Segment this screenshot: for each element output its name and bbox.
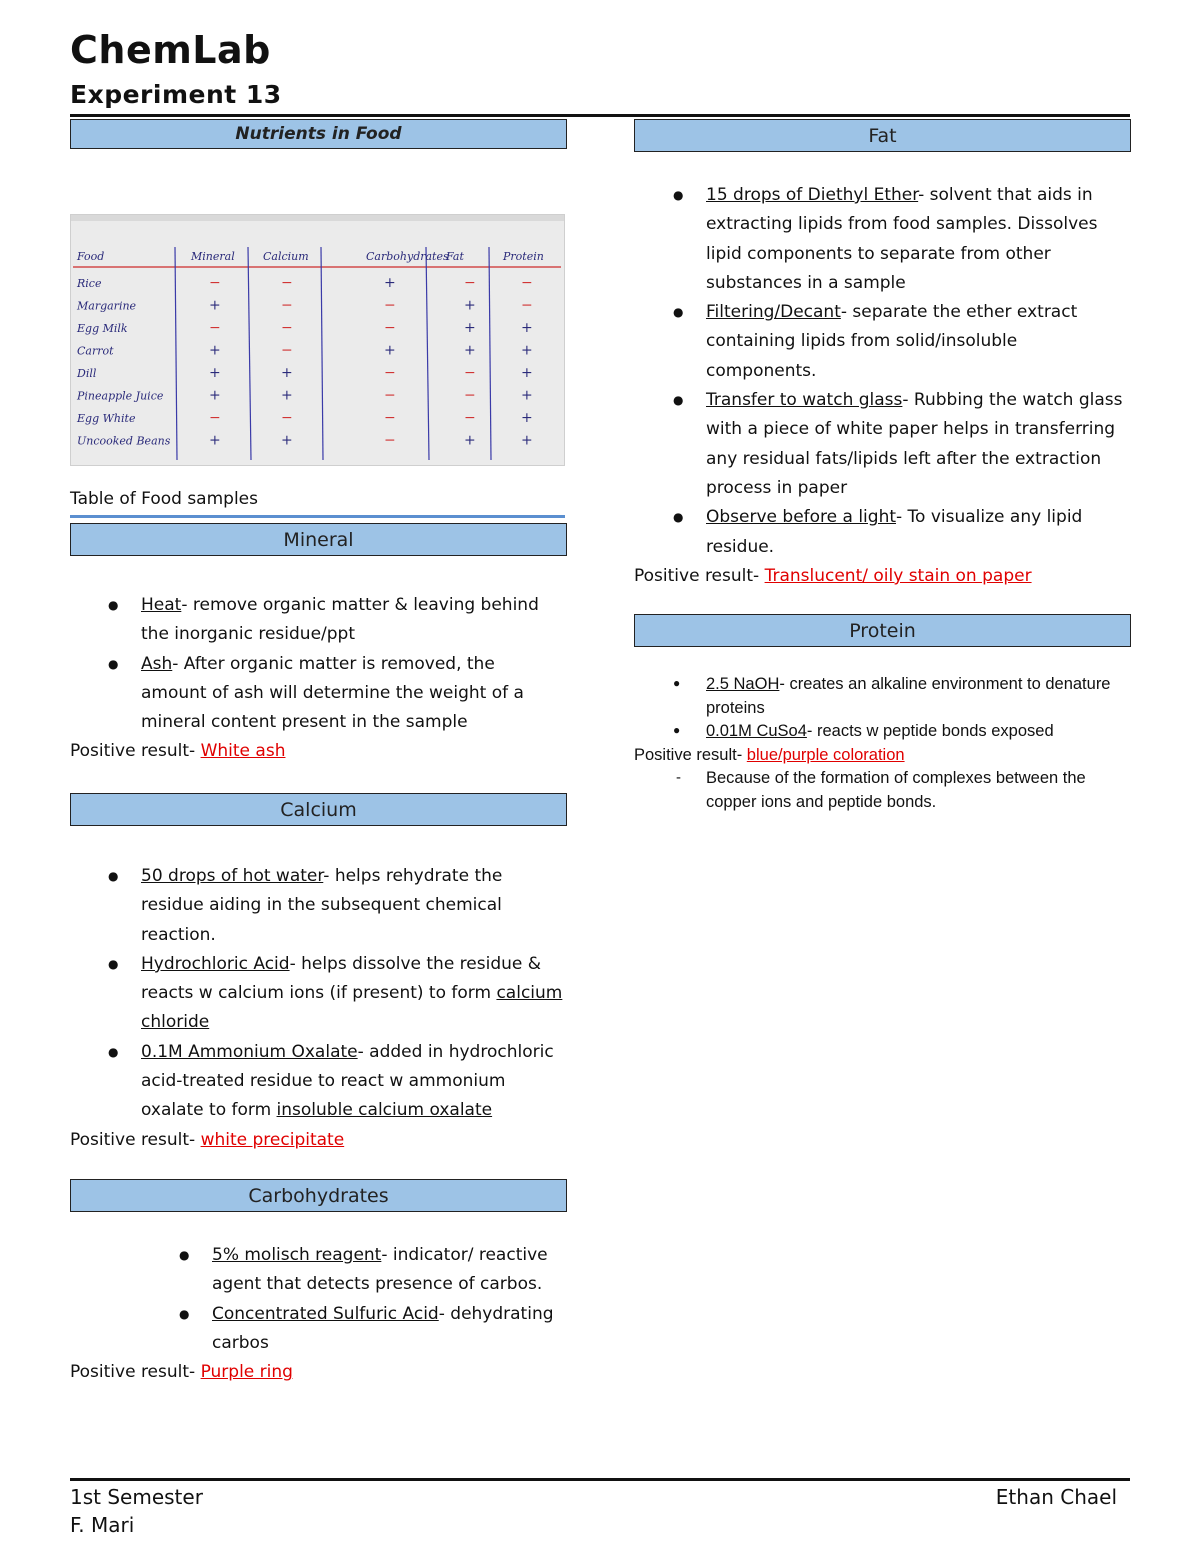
positive-label: Positive result-	[634, 565, 760, 586]
photo-mark: −	[384, 387, 396, 404]
positive-result	[70, 1358, 567, 1387]
protein-note-list	[706, 767, 1126, 814]
photo-mark: −	[281, 297, 293, 314]
list-item	[141, 950, 566, 1038]
positive-value: blue/purple coloration	[746, 745, 905, 764]
photo-mark: −	[281, 410, 293, 426]
carbohydrates-section	[70, 1179, 567, 1387]
photo-mark: +	[521, 387, 533, 404]
photo-mark: −	[384, 320, 396, 336]
fat-section	[634, 119, 1131, 591]
desc: - separate the ether extract containing lipids from solid/insoluble components.	[706, 302, 1078, 381]
protein-header: Protein	[634, 614, 1131, 647]
photo-mark: −	[384, 297, 396, 314]
experiment-subtitle: Experiment 13	[70, 80, 282, 109]
photo-mark: −	[464, 275, 476, 291]
photo-column-label: Protein	[503, 250, 544, 263]
photo-column-label: Food	[77, 250, 105, 263]
photo-mark: −	[464, 387, 476, 404]
desc: - dehydrating carbos	[212, 1303, 554, 1353]
photo-food-label: Rice	[77, 277, 102, 290]
positive-value: white precipitate	[200, 1129, 345, 1150]
positive-result	[634, 744, 1131, 768]
desc: - reacts w peptide bonds exposed	[806, 722, 1054, 740]
positive-value: White ash	[200, 741, 286, 762]
footer-rule	[70, 1478, 1130, 1481]
desc: - helps dissolve the residue & reacts w calcium ions (if present) to form	[141, 953, 542, 1004]
nutrients-header: Nutrients in Food	[70, 119, 567, 149]
desc: - added in hydrochloric acid-treated residue to react w ammonium oxalate to form	[141, 1041, 554, 1121]
mineral-section	[70, 523, 567, 766]
photo-food-label: Dill	[77, 367, 97, 380]
photo-mark: +	[209, 365, 221, 381]
positive-label: Positive result-	[70, 1362, 196, 1383]
photo-mark: −	[464, 365, 476, 381]
positive-result	[634, 562, 1131, 591]
photo-mark: −	[209, 320, 221, 336]
protein-section	[634, 614, 1131, 814]
page-title: ChemLab	[70, 28, 271, 72]
calcium-section	[70, 793, 567, 1155]
desc: - solvent that aids in extracting lipids from food samples. Dissolves lipid components to separate from other substances in a sample	[706, 185, 1098, 293]
photo-column-label: Calcium	[263, 250, 309, 263]
footer-semester: 1st Semester	[70, 1485, 203, 1509]
term: Hydrochloric Acid	[141, 953, 290, 974]
photo-caption: Table of Food samples	[70, 489, 258, 509]
term2: calcium chloride	[141, 983, 563, 1033]
footer-author: Ethan Chael	[995, 1485, 1117, 1509]
photo-mark: +	[209, 432, 221, 449]
list-item	[141, 1038, 566, 1126]
term: Filtering/Decant	[706, 302, 841, 323]
photo-column-label: Fat	[446, 250, 464, 263]
mineral-header: Mineral	[70, 523, 567, 556]
positive-result	[70, 737, 567, 766]
fat-header: Fat	[634, 119, 1131, 152]
carbohydrates-list	[212, 1241, 567, 1358]
photo-mark: −	[209, 275, 221, 291]
carbohydrates-header: Carbohydrates	[70, 1179, 567, 1212]
list-item	[141, 650, 561, 738]
positive-value: Purple ring	[200, 1362, 293, 1383]
photo-mark: +	[209, 342, 221, 359]
list-item	[212, 1300, 567, 1359]
photo-mark: −	[384, 410, 396, 426]
photo-mark: +	[464, 297, 476, 314]
photo-mark: +	[521, 410, 533, 426]
positive-label: Positive result-	[70, 741, 196, 762]
term: 0.01M CuSo4	[706, 722, 807, 740]
photo-food-label: Egg White	[77, 412, 136, 425]
term: Ash	[141, 653, 173, 674]
list-item	[141, 591, 561, 650]
photo-mark: +	[384, 342, 396, 359]
photo-mark: +	[521, 320, 533, 336]
term: 50 drops of hot water	[141, 866, 324, 886]
photo-mark: −	[521, 297, 533, 314]
photo-food-label: Egg Milk	[77, 322, 128, 335]
list-item: - Because of the formation of complexes between the copper ions and peptide bonds.	[706, 767, 1126, 814]
mineral-list	[141, 591, 561, 737]
footer-teacher: F. Mari	[70, 1513, 135, 1537]
protein-list	[706, 673, 1126, 744]
photo-mark: +	[209, 387, 221, 404]
list-item	[706, 181, 1131, 298]
photo-column-label: Carbohydrates	[366, 250, 449, 263]
photo-mark: −	[281, 275, 293, 291]
photo-mark: +	[281, 387, 293, 404]
photo-mark: −	[209, 410, 221, 426]
term: Concentrated Sulfuric Acid	[212, 1303, 439, 1324]
list-item	[706, 503, 1131, 562]
photo-mark: +	[521, 432, 533, 449]
term: Transfer to watch glass	[706, 390, 903, 411]
photo-mark: −	[281, 320, 293, 336]
positive-value: Translucent/ oily stain on paper	[764, 565, 1032, 586]
term: Heat	[141, 595, 182, 615]
photo-food-label: Carrot	[77, 344, 114, 358]
photo-mark: −	[521, 275, 533, 291]
list-item	[706, 720, 1126, 744]
photo-food-label: Margarine	[77, 299, 137, 313]
photo-mark: +	[209, 297, 221, 314]
photo-mark: −	[464, 410, 476, 426]
term: 2.5 NaOH	[706, 675, 780, 693]
photo-mark: +	[464, 342, 476, 359]
term: 15 drops of Diethyl Ether	[706, 185, 919, 205]
photo-mark: +	[521, 365, 533, 381]
food-table-photo-drawing	[71, 215, 564, 465]
desc: - remove organic matter & leaving behind the inorganic residue/ppt	[141, 595, 539, 645]
photo-mark: −	[384, 432, 396, 449]
term: 5% molisch reagent	[212, 1245, 382, 1265]
desc: - helps rehydrate the residue aiding in the subsequent chemical reaction.	[141, 866, 503, 945]
desc: - To visualize any lipid residue.	[706, 507, 1083, 557]
list-item	[706, 386, 1131, 503]
list-item	[212, 1241, 567, 1300]
positive-label: Positive result-	[70, 1129, 196, 1150]
term: 0.1M Ammonium Oxalate	[141, 1041, 358, 1062]
photo-column-label: Mineral	[191, 250, 235, 263]
term2: insoluble calcium oxalate	[276, 1100, 493, 1121]
photo-mark: −	[384, 365, 396, 381]
positive-label: Positive result-	[634, 745, 743, 764]
photo-mark: +	[521, 342, 533, 359]
photo-mark: +	[281, 365, 293, 381]
list-item	[141, 862, 566, 950]
desc: - creates an alkaline environment to denature proteins	[706, 675, 1111, 717]
calcium-list	[141, 862, 566, 1126]
list-item	[706, 298, 1131, 386]
positive-result	[70, 1126, 567, 1155]
list-item	[706, 673, 1126, 720]
term: Observe before a light	[706, 507, 897, 528]
photo-mark: +	[281, 432, 293, 449]
left-column	[70, 119, 567, 149]
photo-food-label: Uncooked Beans	[77, 434, 171, 448]
caption-rule	[70, 515, 565, 518]
photo-mark: +	[464, 320, 476, 336]
fat-list	[706, 181, 1131, 562]
photo-mark: +	[384, 275, 396, 291]
food-table-photo	[70, 214, 565, 466]
photo-mark: +	[464, 432, 476, 449]
top-rule	[70, 114, 1130, 117]
calcium-header: Calcium	[70, 793, 567, 826]
desc: - After organic matter is removed, the amount of ash will determine the weight of a mineral content present in the sample	[141, 653, 524, 733]
photo-food-label: Pineapple Juice	[77, 389, 164, 403]
desc: - indicator/ reactive agent that detects presence of carbos.	[212, 1245, 548, 1295]
desc: - Rubbing the watch glass with a piece of white paper helps in transferring any residual fats/lipids left after the extraction process in paper	[706, 390, 1123, 498]
photo-mark: −	[281, 342, 293, 359]
